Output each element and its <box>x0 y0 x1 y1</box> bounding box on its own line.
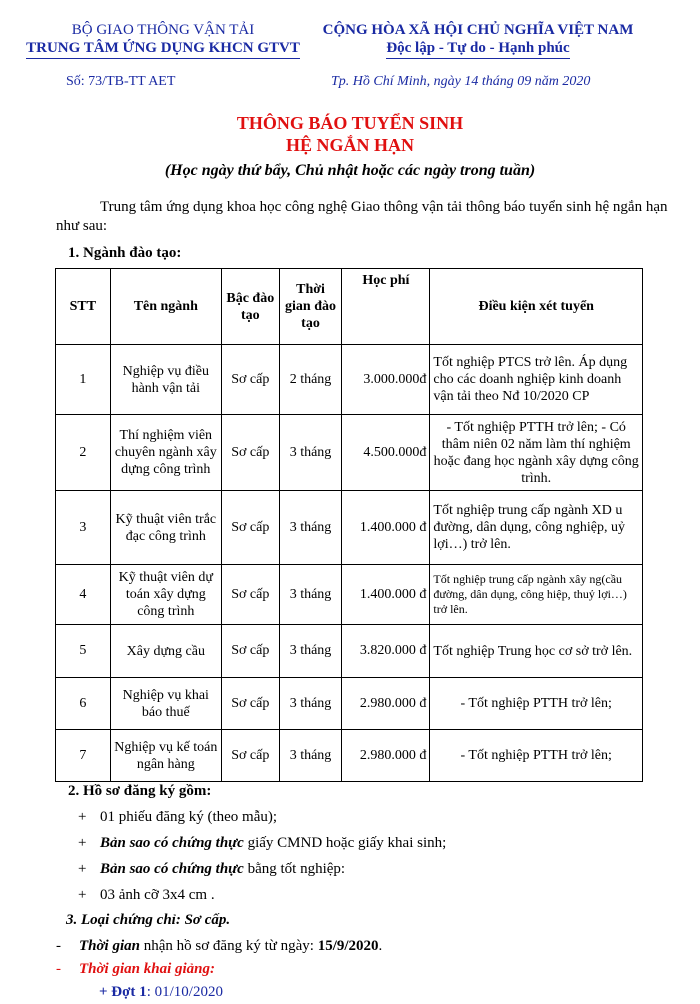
row-duration: 3 tháng <box>279 730 342 782</box>
document-item-text: 01 phiếu đăng ký (theo mẫu); <box>100 809 278 825</box>
row-duration: 3 tháng <box>279 678 342 730</box>
table-row <box>56 491 643 565</box>
document-item <box>78 887 215 904</box>
table-row <box>56 730 643 782</box>
section-heading-documents: 2. Hồ sơ đăng ký gồm: <box>68 783 212 799</box>
table-row <box>56 678 643 730</box>
document-title: THÔNG BÁO TUYỂN SINH <box>236 113 464 133</box>
intro-paragraph: Trung tâm ứng dụng khoa học công nghệ Giao thông vận tải thông báo tuyển sinh hệ ngắn hạn như sau: <box>56 199 668 234</box>
country-name: CỘNG HÒA XÃ HỘI CHỦ NGHĨA VIỆT NAM <box>322 22 634 38</box>
row-stt: 6 <box>56 678 111 730</box>
deadline-date: 15/9/2020 <box>317 938 379 954</box>
row-program-name: Xây dựng cầu <box>110 625 221 678</box>
row-level: Sơ cấp <box>221 565 279 625</box>
document-title-line2: HỆ NGẮN HẠN <box>285 135 414 155</box>
row-condition: Tốt nghiệp PTCS trở lên. Áp dụng cho các doanh nghiệp kinh doanh vận tải theo Nđ 10/2020 CP <box>430 345 643 415</box>
batch-label: + Đợt 1 <box>99 984 147 1000</box>
section-heading-programs: 1. Ngành đào tạo: <box>68 245 182 261</box>
deadline-text: nhận hồ sơ đăng ký từ ngày: <box>139 938 318 954</box>
row-program-name: Kỹ thuật viên dự toán xây dựng công trình <box>110 565 221 625</box>
row-program-name: Nghiệp vụ kế toán ngân hàng <box>110 730 221 782</box>
document-item <box>78 809 277 826</box>
issuer-block <box>22 22 304 59</box>
row-fee: 3.820.000 đ <box>342 625 430 678</box>
table-row <box>56 625 643 678</box>
header-level: Bậc đào tạo <box>221 269 279 345</box>
row-level: Sơ cấp <box>221 415 279 491</box>
row-program-name: Nghiệp vụ điều hành vận tải <box>110 345 221 415</box>
row-level: Sơ cấp <box>221 678 279 730</box>
row-program-name: Thí nghiệm viên chuyên ngành xây dựng công trình <box>110 415 221 491</box>
row-condition: Tốt nghiệp Trung học cơ sở trở lên. <box>430 625 643 678</box>
document-item <box>78 861 345 878</box>
row-stt: 1 <box>56 345 111 415</box>
row-condition: Tốt nghiệp trung cấp ngành xây ng(cầu đường, dân dụng, công hiệp, thuỷ lợi…) trở lên. <box>430 565 643 625</box>
dash-bullet: - <box>56 961 61 977</box>
dash-bullet: - <box>56 938 61 954</box>
row-fee: 3.000.000đ <box>342 345 430 415</box>
row-fee: 4.500.000đ <box>342 415 430 491</box>
row-program-name: Kỹ thuật viên trắc đạc công trình <box>110 491 221 565</box>
row-level: Sơ cấp <box>221 625 279 678</box>
issue-date: Tp. Hồ Chí Minh, ngày 14 tháng 09 năm 2020 <box>331 74 591 89</box>
document-item <box>78 835 446 852</box>
row-level: Sơ cấp <box>221 345 279 415</box>
row-stt: 3 <box>56 491 111 565</box>
row-condition: - Tốt nghiệp PTTH trở lên; <box>430 678 643 730</box>
center-name: TRUNG TÂM ỨNG DỤNG KHCN GTVT <box>26 39 300 59</box>
row-duration: 3 tháng <box>279 415 342 491</box>
opening-label: Thời gian khai giảng: <box>79 961 215 977</box>
table-row <box>56 565 643 625</box>
table-header-row <box>56 269 643 345</box>
row-duration: 2 tháng <box>279 345 342 415</box>
row-level: Sơ cấp <box>221 730 279 782</box>
row-stt: 5 <box>56 625 111 678</box>
row-duration: 3 tháng <box>279 625 342 678</box>
plus-bullet: + <box>78 809 87 825</box>
row-level: Sơ cấp <box>221 491 279 565</box>
section-heading-certificate: 3. Loại chứng chỉ: Sơ cấp. <box>66 912 231 928</box>
deadline-period: . <box>378 938 383 954</box>
document-item-emphasis: Bản sao có chứng thực <box>100 861 244 877</box>
batch-date: : 01/10/2020 <box>146 984 223 1000</box>
row-fee: 2.980.000 đ <box>342 730 430 782</box>
row-duration: 3 tháng <box>279 565 342 625</box>
document-item-text: 03 ảnh cỡ 3x4 cm . <box>100 887 215 903</box>
plus-bullet: + <box>78 887 87 903</box>
national-motto-block <box>308 22 648 59</box>
plus-bullet: + <box>78 861 87 877</box>
opening-schedule <box>56 961 215 978</box>
header-condition: Điều kiện xét tuyển <box>430 269 643 345</box>
row-condition: - Tốt nghiệp PTTH trở lên; <box>430 730 643 782</box>
row-program-name: Nghiệp vụ khai báo thuế <box>110 678 221 730</box>
row-duration: 3 tháng <box>279 491 342 565</box>
row-condition: Tốt nghiệp trung cấp ngành XD u đường, dân dụng, công nghiệp, uỷ lợi…) trở lên. <box>430 491 643 565</box>
programs-table <box>55 268 643 782</box>
document-item-emphasis: Bản sao có chứng thực <box>100 835 244 851</box>
document-item-text: bằng tốt nghiệp: <box>243 861 346 877</box>
deadline-label: Thời gian <box>79 938 140 954</box>
document-subtitle: (Học ngày thứ bẩy, Chủ nhật hoặc các ngày trong tuần) <box>164 162 536 179</box>
batch-1 <box>99 984 223 1001</box>
row-fee: 1.400.000 đ <box>342 565 430 625</box>
ministry-name: BỘ GIAO THÔNG VẬN TẢI <box>71 22 255 38</box>
row-fee: 1.400.000 đ <box>342 491 430 565</box>
row-stt: 2 <box>56 415 111 491</box>
row-fee: 2.980.000 đ <box>342 678 430 730</box>
reference-number: Số: 73/TB-TT AET <box>66 74 176 89</box>
header-duration: Thời gian đào tạo <box>279 269 342 345</box>
national-motto: Độc lập - Tự do - Hạnh phúc <box>386 39 569 59</box>
table-row <box>56 345 643 415</box>
plus-bullet: + <box>78 835 87 851</box>
header-fee: Học phí <box>342 269 430 345</box>
header-program-name: Tên ngành <box>110 269 221 345</box>
header-stt: STT <box>56 269 111 345</box>
application-deadline <box>56 938 382 955</box>
row-stt: 4 <box>56 565 111 625</box>
row-stt: 7 <box>56 730 111 782</box>
table-row <box>56 415 643 491</box>
row-condition: - Tốt nghiệp PTTH trở lên; - Có thâm niên 02 năm làm thí nghiệm hoặc đang học ngành xây dựng công trình. <box>430 415 643 491</box>
document-item-text: giấy CMND hoặc giấy khai sinh; <box>243 835 447 851</box>
document-header <box>0 22 700 72</box>
